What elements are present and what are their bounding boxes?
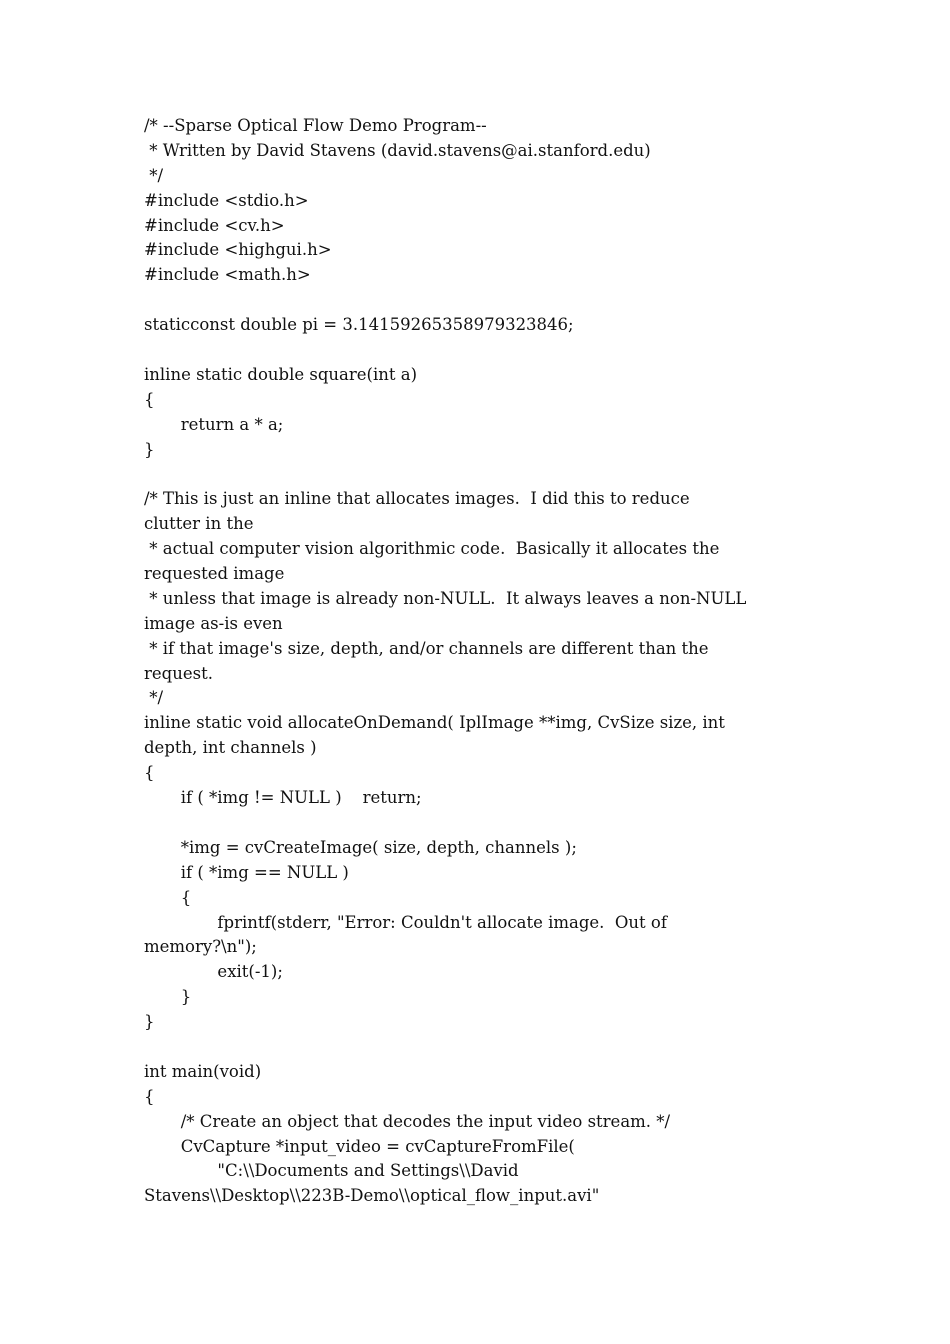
code-line: } <box>144 1012 155 1032</box>
code-line: /* This is just an inline that allocates images. I did this to reduce <box>144 489 690 509</box>
code-line: /* --Sparse Optical Flow Demo Program-- <box>144 116 487 135</box>
code-line: if ( *img == NULL ) <box>144 862 349 882</box>
code-line: { <box>144 887 192 907</box>
code-line: { <box>144 389 155 409</box>
code-line <box>144 462 814 487</box>
code-line: fprintf(stderr, "Error: Couldn't allocate image. Out of <box>144 912 667 932</box>
code-line: * actual computer vision algorithmic code. Basically it allocates the <box>144 539 720 559</box>
code-line <box>144 811 814 836</box>
code-line: } <box>144 987 192 1007</box>
code-line: "C:\\Documents and Settings\\David <box>144 1161 519 1181</box>
code-line: depth, int channels ) <box>144 738 317 758</box>
code-line: { <box>144 1086 155 1106</box>
code-line: #include <highgui.h> <box>144 240 332 260</box>
code-line: */ <box>144 165 164 185</box>
code-line: inline static void allocateOnDemand( IplImage **img, CvSize size, int <box>144 713 725 733</box>
code-line: request. <box>144 663 213 683</box>
code-line: image as-is even <box>144 613 283 633</box>
code-line: } <box>144 439 155 459</box>
code-line: *img = cvCreateImage( size, depth, channels ); <box>144 837 577 857</box>
code-line: staticconst double pi = 3.14159265358979323846; <box>144 315 574 335</box>
code-line: requested image <box>144 564 285 584</box>
code-line: */ <box>144 688 164 708</box>
code-line <box>144 338 814 363</box>
code-line: memory?\n"); <box>144 937 257 957</box>
code-line: * unless that image is already non-NULL. It always leaves a non-NULL <box>144 588 747 608</box>
source-code-listing <box>144 114 814 1209</box>
code-line: return a * a; <box>144 414 284 434</box>
code-line: /* Create an object that decodes the input video stream. */ <box>144 1111 671 1131</box>
code-line: if ( *img != NULL ) return; <box>144 788 422 808</box>
code-line: Stavens\\Desktop\\223B-Demo\\optical_flow_input.avi" <box>144 1186 600 1206</box>
code-line <box>144 288 814 313</box>
code-line: * Written by David Stavens (david.stavens@ai.stanford.edu) <box>144 140 651 160</box>
code-line <box>144 1035 814 1060</box>
code-line: #include <cv.h> <box>144 215 285 235</box>
code-line: clutter in the <box>144 514 254 534</box>
code-line: exit(-1); <box>144 962 283 982</box>
code-line: { <box>144 763 155 783</box>
code-line: * if that image's size, depth, and/or channels are different than the <box>144 638 709 658</box>
code-line: int main(void) <box>144 1061 262 1081</box>
code-line: #include <stdio.h> <box>144 190 309 210</box>
code-line: #include <math.h> <box>144 265 311 285</box>
code-line: inline static double square(int a) <box>144 364 418 384</box>
code-line: CvCapture *input_video = cvCaptureFromFile( <box>144 1136 575 1156</box>
